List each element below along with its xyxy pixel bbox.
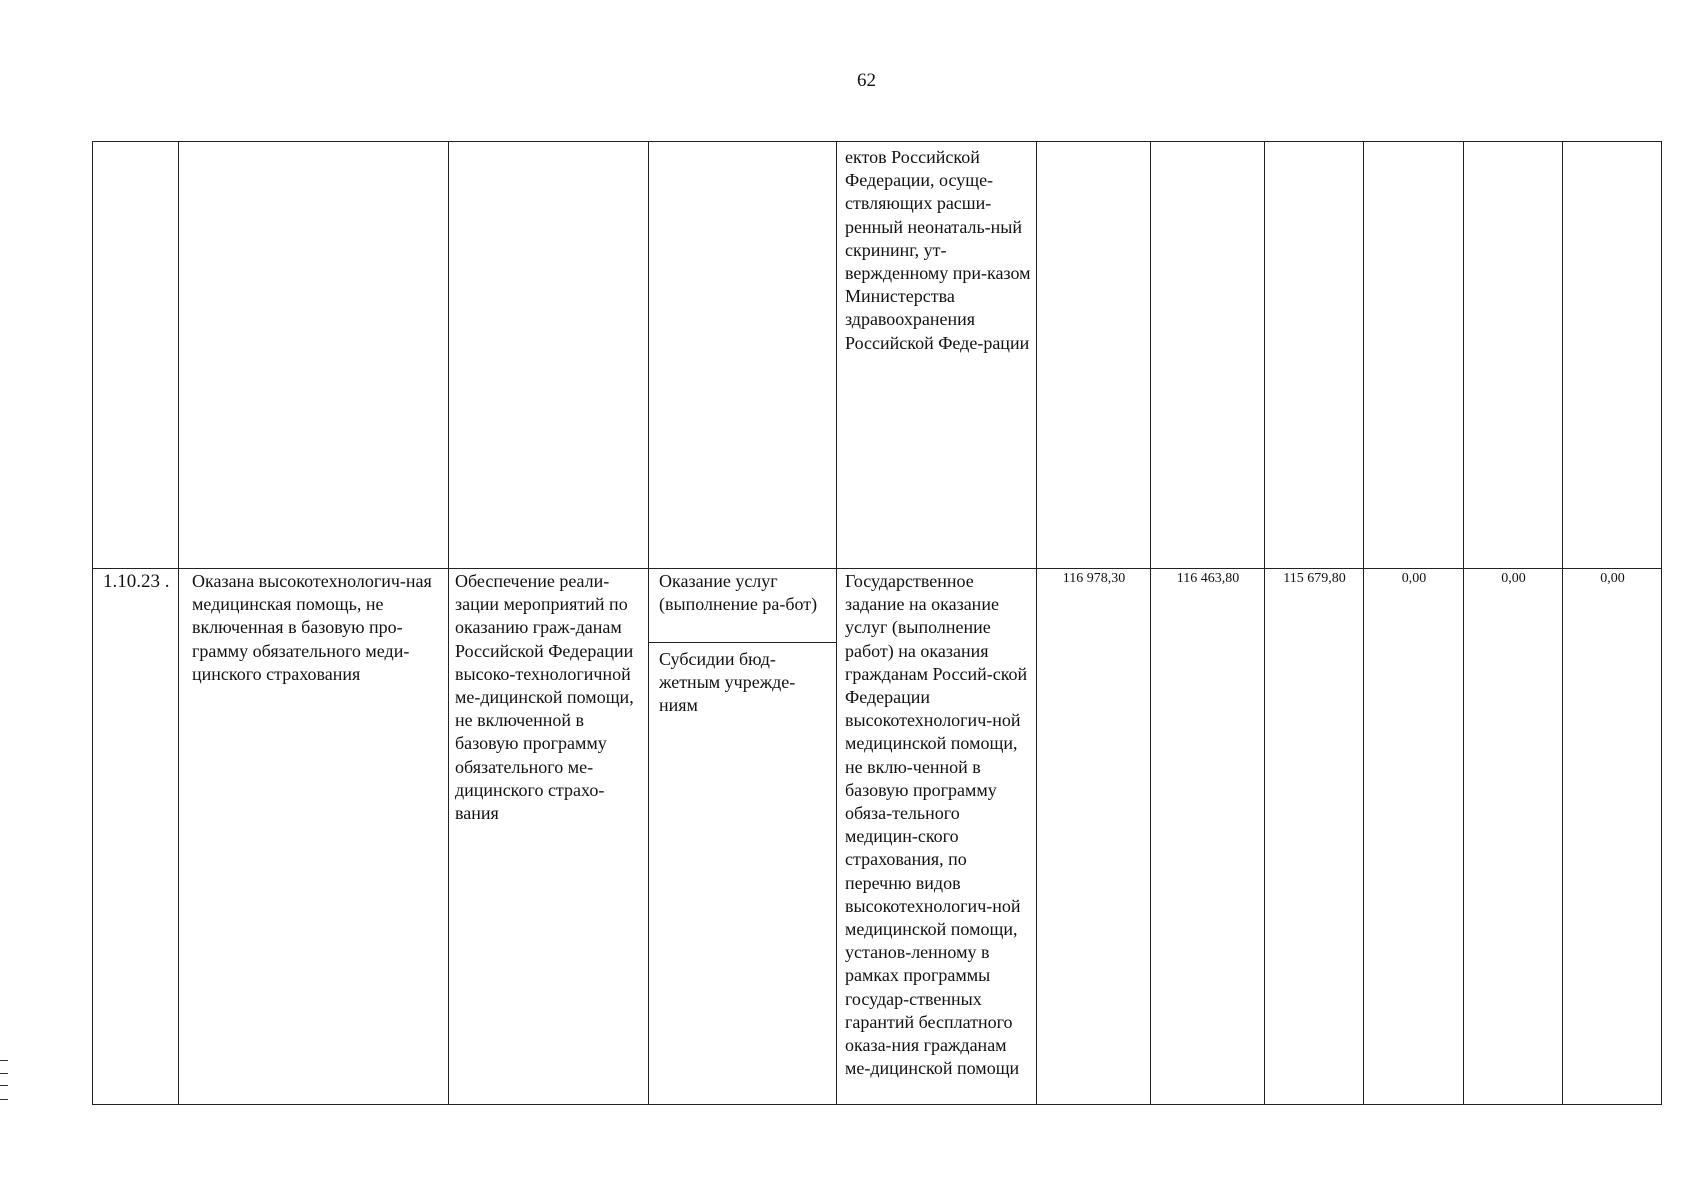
column-divider [1363,142,1364,1104]
column-divider [1562,142,1563,1104]
row-divider [93,568,1661,569]
row-number-cell: 1.10.23 . [103,571,170,592]
type-cell-2: Субсидии бюд-жетным учрежде-ниям [659,649,796,716]
type-subdivider [648,642,836,643]
type-cell-1: Оказание услуг (выполнение ра-бот) [659,571,818,615]
measure-cell: Обеспечение реали-зации мероприятий по оказанию граж-данам Российской Федерации высоко-технологичной ме-дицинской помощи, не включенной в базовую программу обязательного ме-дицинского страхо-вания [455,571,634,824]
value-cell-1: 116 978,30 [1062,571,1126,586]
value-cell-6: 0,00 [1600,571,1625,586]
value-cell-5: 0,00 [1501,571,1526,586]
column-divider [1150,142,1151,1104]
budget-table [92,141,1662,1105]
column-divider [836,142,837,1104]
page-number: 62 [857,70,876,91]
column-divider [648,142,649,1104]
column-divider [1264,142,1265,1104]
value-cell-3: 115 679,80 [1283,571,1346,586]
result-cell: Оказана высокотехнологич-ная медицинская помощь, не включенная в базовую про-грамму обязательного меди-цинского страхования [192,571,432,684]
value-cell-4: 0,00 [1401,571,1427,586]
continued-direction-cell: ектов Российской Федерации, осуще-ствляющих расши-ренный неонаталь-ный скрининг, ут-вержденному при-казом Министерства здравоохранения Российской Феде-рации [845,147,1031,353]
column-divider [1036,142,1037,1104]
value-cell-2: 116 463,80 [1176,571,1240,586]
direction-cell: Государственное задание на оказание услуг (выполнение работ) на оказания гражданам Россий-ской Федерации высокотехнологич-ной медицинской помощи, не вклю-ченной в базовую программу обяза-тельного медицин-ского страхования, по перечню видов высокотехнологич-ной медицинской помощи, установ-ленному в рамках программы государ-ственных гарантий бесплатного оказа-ния гражданам ме-дицинской помощи [845,571,1028,1079]
column-divider [178,142,179,1104]
column-divider [1463,142,1464,1104]
column-divider [448,142,449,1104]
margin-marks [0,1060,8,1100]
